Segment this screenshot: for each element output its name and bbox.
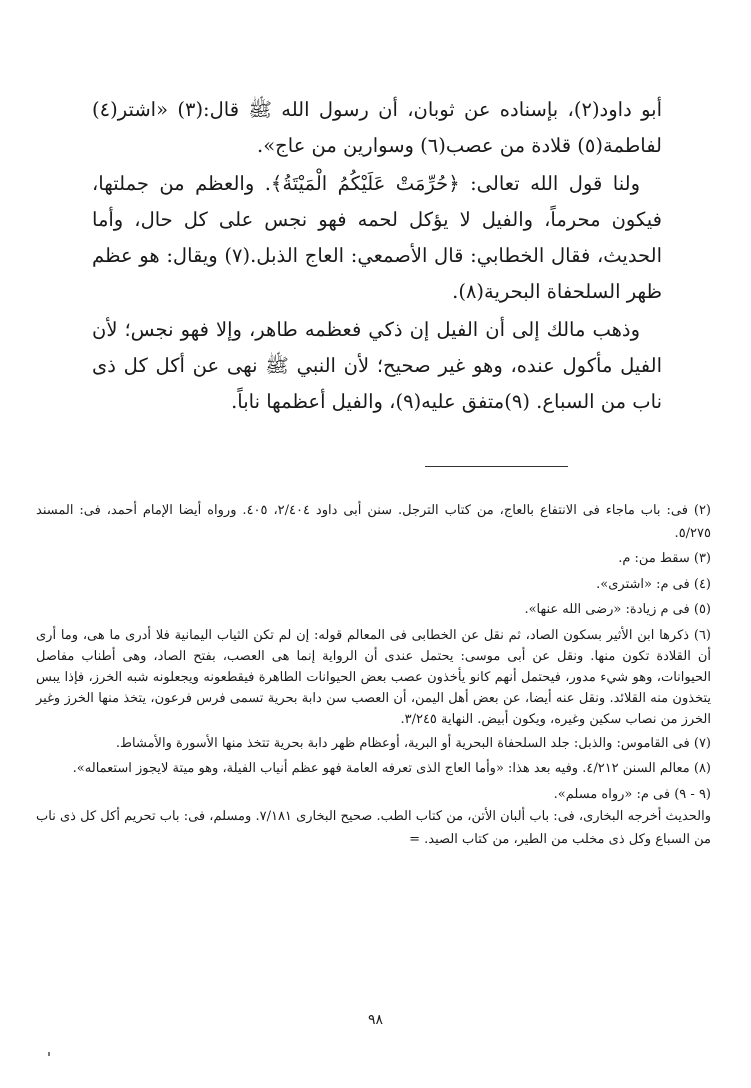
footnote-7: (٧) فى القاموس: والذبل: جلد السلحفاة البحرية أو البرية، أوعظام ظهر دابة بحرية تتخذ منها الأسورة والأمشاط. [115, 735, 711, 751]
footnotes [36, 500, 711, 854]
footnote-8: (٨) معالم السنن ٤/٢١٢. وفيه بعد هذا: «وأما العاج الذى تعرفه العامة فهو عظم أنياب الفيلة، وهو ميتة لايجوز استعماله». [72, 761, 711, 776]
page-number: ٩٨ [367, 1012, 384, 1028]
scan-mark [48, 1052, 50, 1056]
main-paragraph-2: ولنا قول الله تعالى: ﴿حُرِّمَتْ عَلَيْكُمُ الْمَيْتَةُ﴾. والعظم من جملتها، فيكون محرماً، والفيل لا يؤكل لحمه فهو نجس على كل حال، وأما الحديث، فقال الخطابي: قال الأصمعي: العاج الذبل.(٧) ويقال: هو عظم ظهر السلحفاة البحرية(٨). [92, 172, 662, 303]
main-paragraph-3: وذهب مالك إلى أن الفيل إن ذكي فعظمه طاهر، وإلا فهو نجس؛ لأن الفيل مأكول عنده، وهو غير صحيح؛ لأن النبي ﷺ نهى عن أكل كل ذى ناب من السباع. (٩)متفق عليه(٩)، والفيل أعظمها ناباً. [92, 318, 662, 413]
footnote-6: (٦) ذكرها ابن الأثير بسكون الصاد، ثم نقل عن الخطابى فى المعالم قوله: إن لم تكن الثياب اليمانية فلا أدرى ما هى، وما أرى أن القلادة تكون منها. ونقل عن أبى موسى: يحتمل عندى أن الرواية إنما هى العصب، بفتح الصاد، وهى أطناب مفاصل الحيوانات، وهو شيء مدور، فيحتمل أنهم كانو يأخذون عصب بعض الحيوانات الطاهرة فيقطعونه ويجعلونه شبه الخرز، فإذا يبس يتخذون منه القلائد. ونقل عنه أيضا، عن بعض أهل اليمن، أن العصب سن دابة بحرية تسمى فرس فرعون، يتخذ منها الخرز وغير الخرز من نصاب سكين وغيره، ويكون أبيض. النهاية ٣/٢٤٥. [36, 627, 711, 727]
footnote-5: (٥) فى م زيادة: «رضى الله عنها». [524, 602, 711, 617]
footnote-4: (٤) فى م: «اشترى». [596, 576, 711, 592]
footnote-separator [425, 466, 568, 467]
main-text [92, 92, 662, 422]
main-paragraph-1: أبو داود(٢)، بإسناده عن ثوبان، أن رسول الله ﷺ قال:(٣) «اشتر(٤) لفاطمة(٥) قلادة من عصب(٦) وسوارين من عاج». [92, 98, 662, 157]
footnote-2: (٢) فى: باب ماجاء فى الانتفاع بالعاج، من كتاب الترجل. سنن أبى داود ٢/٤٠٤، ٤٠٥. ورواه أيضا الإمام أحمد، فى: المسند ٥/٢٧٥. [36, 503, 711, 541]
footnote-3: (٣) سقط من: م. [618, 551, 711, 566]
footnote-continuation: والحديث أخرجه البخارى، فى: باب ألبان الأتن، من كتاب الطب. صحيح البخارى ٧/١٨١. ومسلم، فى: باب تحريم أكل كل ذى ناب من السباع وكل ذى مخلب من الطير، من كتاب الصيد. = [36, 809, 712, 847]
footnote-9: (٩ - ٩) فى م: «رواه مسلم». [553, 786, 711, 802]
